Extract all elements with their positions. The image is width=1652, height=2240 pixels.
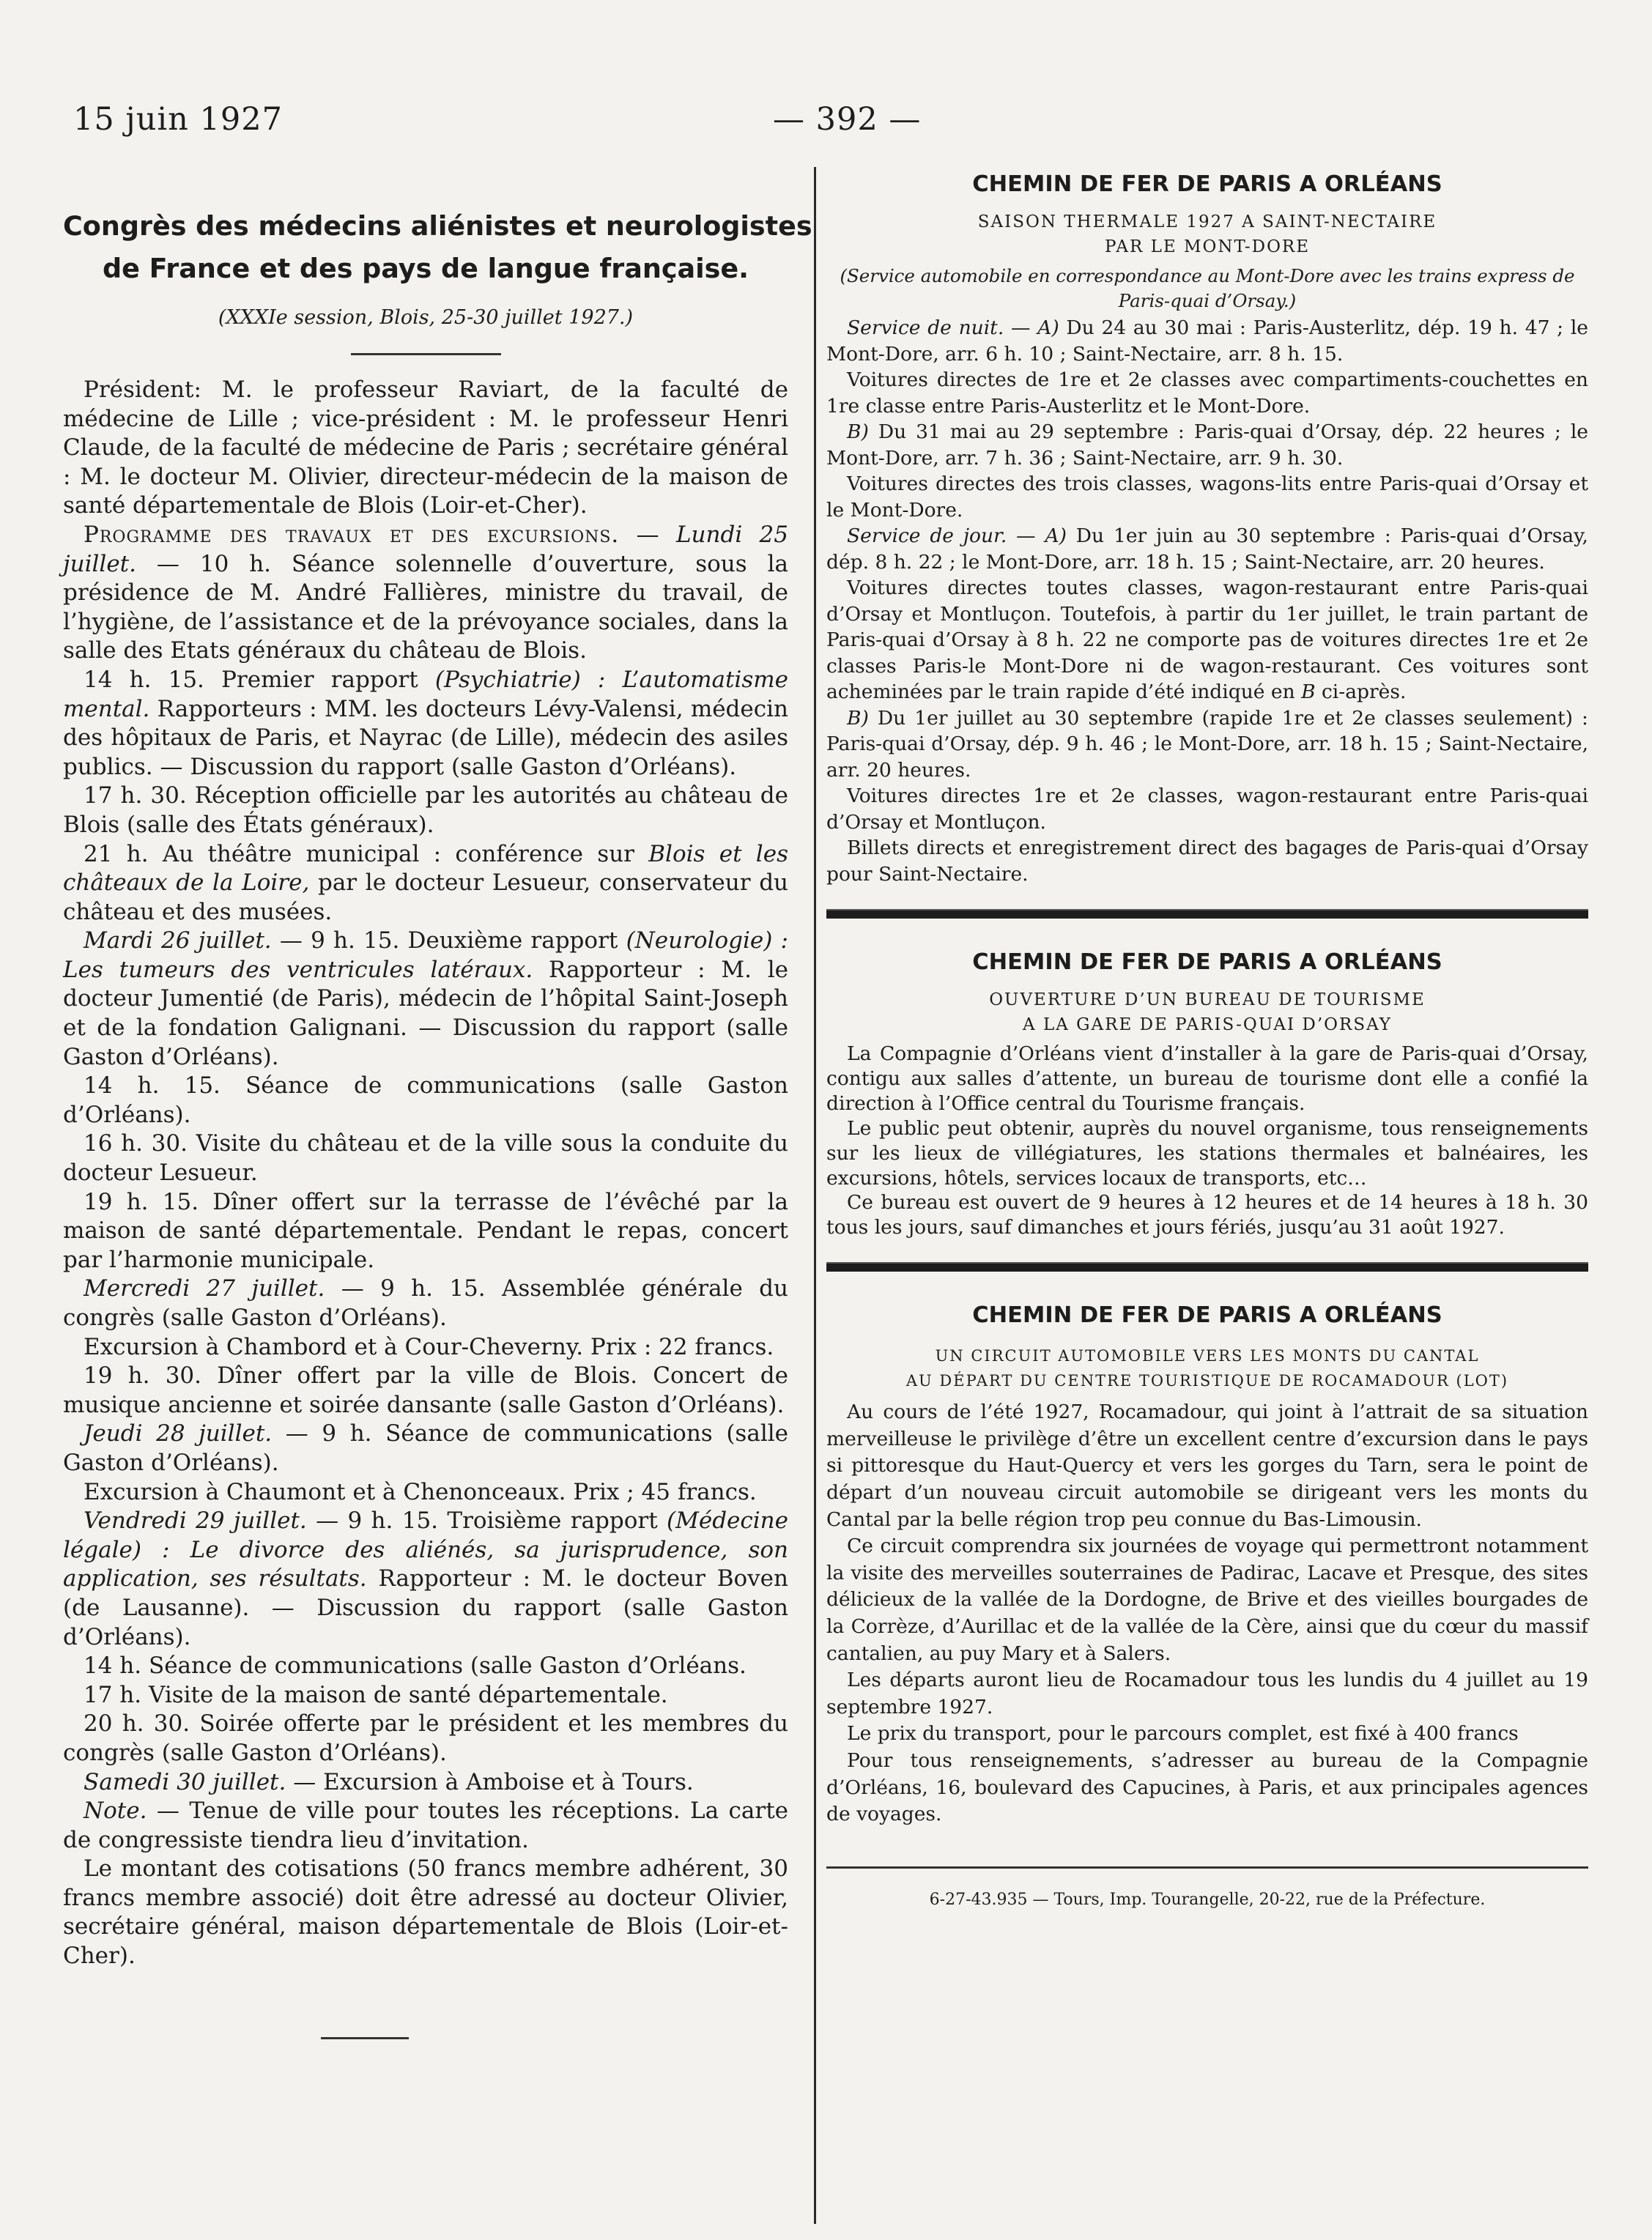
- day-service-b-coaches: Voitures directes 1re et 2e classes, wagon-restaurant entre Paris-quai d’Orsay et Montluçon.: [826, 785, 1588, 834]
- night-service-coaches: Voitures directes de 1re et 2e classes avec compartiments-couchettes en 1re classe entre Paris-Austerlitz et le Mont-Dore.: [826, 368, 1588, 418]
- notice-3-paragraph-5: Pour tous renseignements, s’adresser au bureau de la Compagnie d’Orléans, 16, boulevard des Capucines, à Paris, et aux principales agences de voyages.: [826, 1748, 1588, 1826]
- notice-2-subtitle: OUVERTURE D’UN BUREAU DE TOURISME: [989, 990, 1426, 1009]
- reception-paragraph: 17 h. 30. Réception officielle par les autorités au château de Blois (salle des États généraux).: [63, 782, 788, 838]
- notice-2-paragraph-1: La Compagnie d’Orléans vient d’installer à la gare de Paris-quai d’Orsay, contigu aux salles d’attente, un bureau de tourisme dont elle a confié la direction à l’Office central du Tourisme français.: [826, 1042, 1588, 1115]
- notice-2-paragraph-3: Ce bureau est ouvert de 9 heures à 12 heures et de 14 heures à 18 h. 30 tous les jours, sauf dimanches et jours fériés, jusqu’au 31 août 1927.: [826, 1191, 1588, 1239]
- officers-paragraph: Président: M. le professeur Raviart, de la faculté de médecine de Lille ; vice-président : M. le professeur Henri Claude, de la faculté de médecine de Paris ; secrétaire général : M. le docteur M. Olivier, directeur-médecin de la maison de santé départementale de Blois (Loir-et-Cher).: [63, 377, 788, 519]
- night-service-b: B) Du 31 mai au 29 septembre : Paris-quai d’Orsay, dép. 22 heures ; le Mont-Dore, arr. 7 h. 36 ; Saint-Nectaire, arr. 9 h. 30.: [826, 420, 1588, 470]
- tuesday-communications: 14 h. 15. Séance de communications (salle Gaston d’Orléans).: [63, 1072, 788, 1128]
- day-wednesday: Mercredi 27 juillet.: [84, 1275, 325, 1302]
- conference-paragraph: 21 h. Au théâtre municipal : conférence sur Blois et les châteaux de la Loire, par le docteur Lesueur, conservateur du château et des musées.: [63, 840, 789, 925]
- day-saturday: Samedi 30 juillet.: [84, 1768, 286, 1795]
- notice-3-paragraph-4: Le prix du transport, pour le parcours complet, est fixé à 400 francs: [847, 1722, 1519, 1746]
- imprint-rule: [826, 1866, 1588, 1869]
- notice-2-paragraph-2: Le public peut obtenir, auprès du nouvel organisme, tous renseignements sur les lieux de villégiatures, les stations thermales et balnéaires, les excursions, hôtels, services locaux de transports, etc…: [826, 1116, 1588, 1190]
- wednesday-dinner: 19 h. 30. Dîner offert par la ville de Blois. Concert de musique ancienne et soirée dansante (salle Gaston d’Orléans).: [63, 1362, 788, 1418]
- day-monday: Lundi 25 juillet.: [63, 521, 789, 577]
- notice-separator-1: [826, 909, 1588, 919]
- day-thursday: Jeudi 28 juillet.: [84, 1420, 273, 1447]
- wednesday-paragraph: Mercredi 27 juillet. — 9 h. 15. Assemblée générale du congrès (salle Gaston d’Orléans).: [63, 1275, 788, 1331]
- congress-title-line-1: Congrès des médecins aliénistes et neurologistes: [63, 210, 812, 242]
- title-rule: [351, 353, 501, 355]
- friday-soiree: 20 h. 30. Soirée offerte par le président et les membres du congrès (salle Gaston d’Orléans).: [63, 1710, 788, 1766]
- tuesday-visit: 16 h. 30. Visite du château et de la ville sous la conduite du docteur Lesueur.: [63, 1130, 788, 1187]
- thursday-excursion: Excursion à Chaumont et à Chenonceaux. Prix ; 45 francs.: [84, 1478, 757, 1505]
- thursday-paragraph: Jeudi 28 juillet. — 9 h. Séance de communications (salle Gaston d’Orléans).: [63, 1420, 788, 1476]
- notice-3-paragraph-2: Ce circuit comprendra six journées de voyage qui permettront notamment la visite des merveilles souterraines de Padirac, Lacave et Presque, des sites délicieux de la vallée de la Dordogne, de Brive et des vieilles bourgades de la Corrèze, d’Aurillac et de la vallée de la Cère, ainsi que du cœur du massif cantalien, au puy Mary et à Salers.: [826, 1535, 1588, 1665]
- night-service-b-coaches: Voitures directes des trois classes, wagons-lits entre Paris-quai d’Orsay et le Mont-Dore.: [826, 472, 1588, 522]
- notice-2-title: CHEMIN DE FER DE PARIS A ORLÉANS: [972, 949, 1442, 975]
- printer-imprint: 6-27-43.935 — Tours, Imp. Tourangelle, 20-22, rue de la Préfecture.: [929, 1890, 1486, 1909]
- membership-fees-paragraph: Le montant des cotisations (50 francs membre adhérent, 30 francs membre associé) doit être adressé au docteur Olivier, secrétaire général, maison départementale de Blois (Loir-et-Cher).: [63, 1855, 788, 1970]
- congress-title-line-2: de France et des pays de langue française.: [103, 253, 749, 284]
- notice-2-subtitle-2: A LA GARE DE PARIS-QUAI D’ORSAY: [1023, 1015, 1392, 1034]
- notice-3-paragraph-3: Les départs auront lieu de Rocamadour tous les lundis du 4 juillet au 19 septembre 1927.: [826, 1669, 1588, 1718]
- notice-1-subtitle: SAISON THERMALE 1927 A SAINT-NECTAIRE: [977, 212, 1437, 231]
- tuesday-dinner: 19 h. 15. Dîner offert sur la terrasse de l’évêché par la maison de santé départementale. Pendant le repas, concert par l’harmonie municipale.: [63, 1188, 788, 1273]
- friday-communications: 14 h. Séance de communications (salle Gaston d’Orléans.: [84, 1653, 747, 1680]
- notice-1-subtitle-2: PAR LE MONT-DORE: [1104, 237, 1311, 256]
- issue-date: 15 juin 1927: [73, 101, 283, 138]
- note-paragraph: Note. — Tenue de ville pour toutes les réceptions. La carte de congressiste tiendra lieu d’invitation.: [63, 1798, 788, 1853]
- notice-3-title: CHEMIN DE FER DE PARIS A ORLÉANS: [972, 1302, 1442, 1329]
- notice-3-subtitle-2: AU DÉPART DU CENTRE TOURISTIQUE DE ROCAMADOUR (LOT): [905, 1372, 1509, 1390]
- friday-paragraph: Vendredi 29 juillet. — 9 h. 15. Troisième rapport (Médecine légale) : Le divorce des aliénés, sa jurisprudence, son application, ses résultats. Rapporteur : M. le docteur Boven (de Lausanne). — Discussion du rapport (salle Gaston d’Orléans).: [63, 1507, 788, 1650]
- day-service-b: B) Du 1er juillet au 30 septembre (rapide 1re et 2e classes seulement) : Paris-quai d’Orsay, dép. 9 h. 46 ; le Mont-Dore, arr. 18 h. 15 ; Saint-Nectaire, arr. 20 heures.: [826, 706, 1588, 782]
- end-rule: [321, 2037, 409, 2039]
- notice-3-subtitle: UN CIRCUIT AUTOMOBILE VERS LES MONTS DU CANTAL: [935, 1347, 1480, 1365]
- wednesday-excursion: Excursion à Chambord et à Cour-Cheverny. Prix : 22 francs.: [84, 1333, 774, 1360]
- running-head: [73, 101, 1582, 152]
- right-column: [826, 167, 1588, 1911]
- day-tuesday: Mardi 26 juillet.: [84, 927, 272, 954]
- day-service-a-coaches: Voitures directes toutes classes, wagon-restaurant entre Paris-quai d’Orsay et Montluçon. Toutefois, à partir du 1er juillet, le train partant de Paris-quai d’Orsay à 8 h. 22 ne comporte pas de voitures directes 1re et 2e classes Paris-le Mont-Dore ni de wagon-restaurant. Ces voitures sont acheminées par le train rapide d’été indiqué en B ci-après.: [826, 576, 1588, 703]
- left-column: [63, 205, 812, 2039]
- page-number: — 392 —: [773, 101, 922, 138]
- day-service-a: Service de jour. — A) Du 1er juin au 30 septembre : Paris-quai d’Orsay, dép. 8 h. 22 ; le Mont-Dore, arr. 18 h. 15 ; Saint-Nectaire, arr. 20 heures.: [826, 524, 1588, 574]
- programme-heading: Programme des travaux et des excursions.: [84, 521, 620, 548]
- notice-3-paragraph-1: Au cours de l’été 1927, Rocamadour, qui joint à l’attrait de sa situation merveilleuse le privilège d’être un excellent centre d’excursion dans le pays si pittoresque du Haut-Quercy et vers les gorges du Tarn, sera le point de départ d’un nouveau circuit automobile se dirigeant vers les monts du Cantal par la belle région trop peu connue du Bas-Limousin.: [826, 1401, 1588, 1531]
- notice-separator-2: [826, 1262, 1588, 1272]
- notice-1-tickets: Billets directs et enregistrement direct des bagages de Paris-quai d’Orsay pour Saint-Nectaire.: [826, 837, 1588, 886]
- column-divider: [814, 167, 816, 2224]
- notice-1-note: (Service automobile en correspondance au Mont-Dore avec les trains express de Paris-quai d’Orsay.): [840, 265, 1575, 311]
- notice-1-title: CHEMIN DE FER DE PARIS A ORLÉANS: [972, 171, 1442, 197]
- friday-visit: 17 h. Visite de la maison de santé départementale.: [84, 1681, 668, 1708]
- programme-paragraph: Programme des travaux et des excursions. — Lundi 25 juillet. — 10 h. Séance solennelle d’ouverture, sous la présidence de M. André Fallières, ministre du travail, de l’hygiène, de l’assistance et de la prévoyance sociales, dans la salle des Etats généraux du château de Blois.: [63, 521, 789, 664]
- congress-subtitle: (XXXIe session, Blois, 25-30 juillet 1927.): [218, 306, 634, 329]
- tuesday-paragraph: Mardi 26 juillet. — 9 h. 15. Deuxième rapport (Neurologie) : Les tumeurs des ventricules latéraux. Rapporteur : M. le docteur Jumentié (de Paris), médecin de l’hôpital Saint-Joseph et de la fondation Galignani. — Discussion du rapport (salle Gaston d’Orléans).: [63, 927, 789, 1070]
- report-1-paragraph: 14 h. 15. Premier rapport (Psychiatrie) : L’automatisme mental. Rapporteurs : MM. les docteurs Lévy-Valensi, médecin des hôpitaux de Paris, et Nayrac (de Lille), médecin des asiles publics. — Discussion du rapport (salle Gaston d’Orléans).: [63, 666, 788, 780]
- day-friday: Vendredi 29 juillet.: [84, 1507, 307, 1535]
- saturday-paragraph: Samedi 30 juillet. — Excursion à Amboise et à Tours.: [84, 1768, 694, 1795]
- night-service-a: Service de nuit. — A) Du 24 au 30 mai : Paris-Austerlitz, dép. 19 h. 47 ; le Mont-Dore, arr. 6 h. 10 ; Saint-Nectaire, arr. 8 h. 15.: [826, 316, 1588, 366]
